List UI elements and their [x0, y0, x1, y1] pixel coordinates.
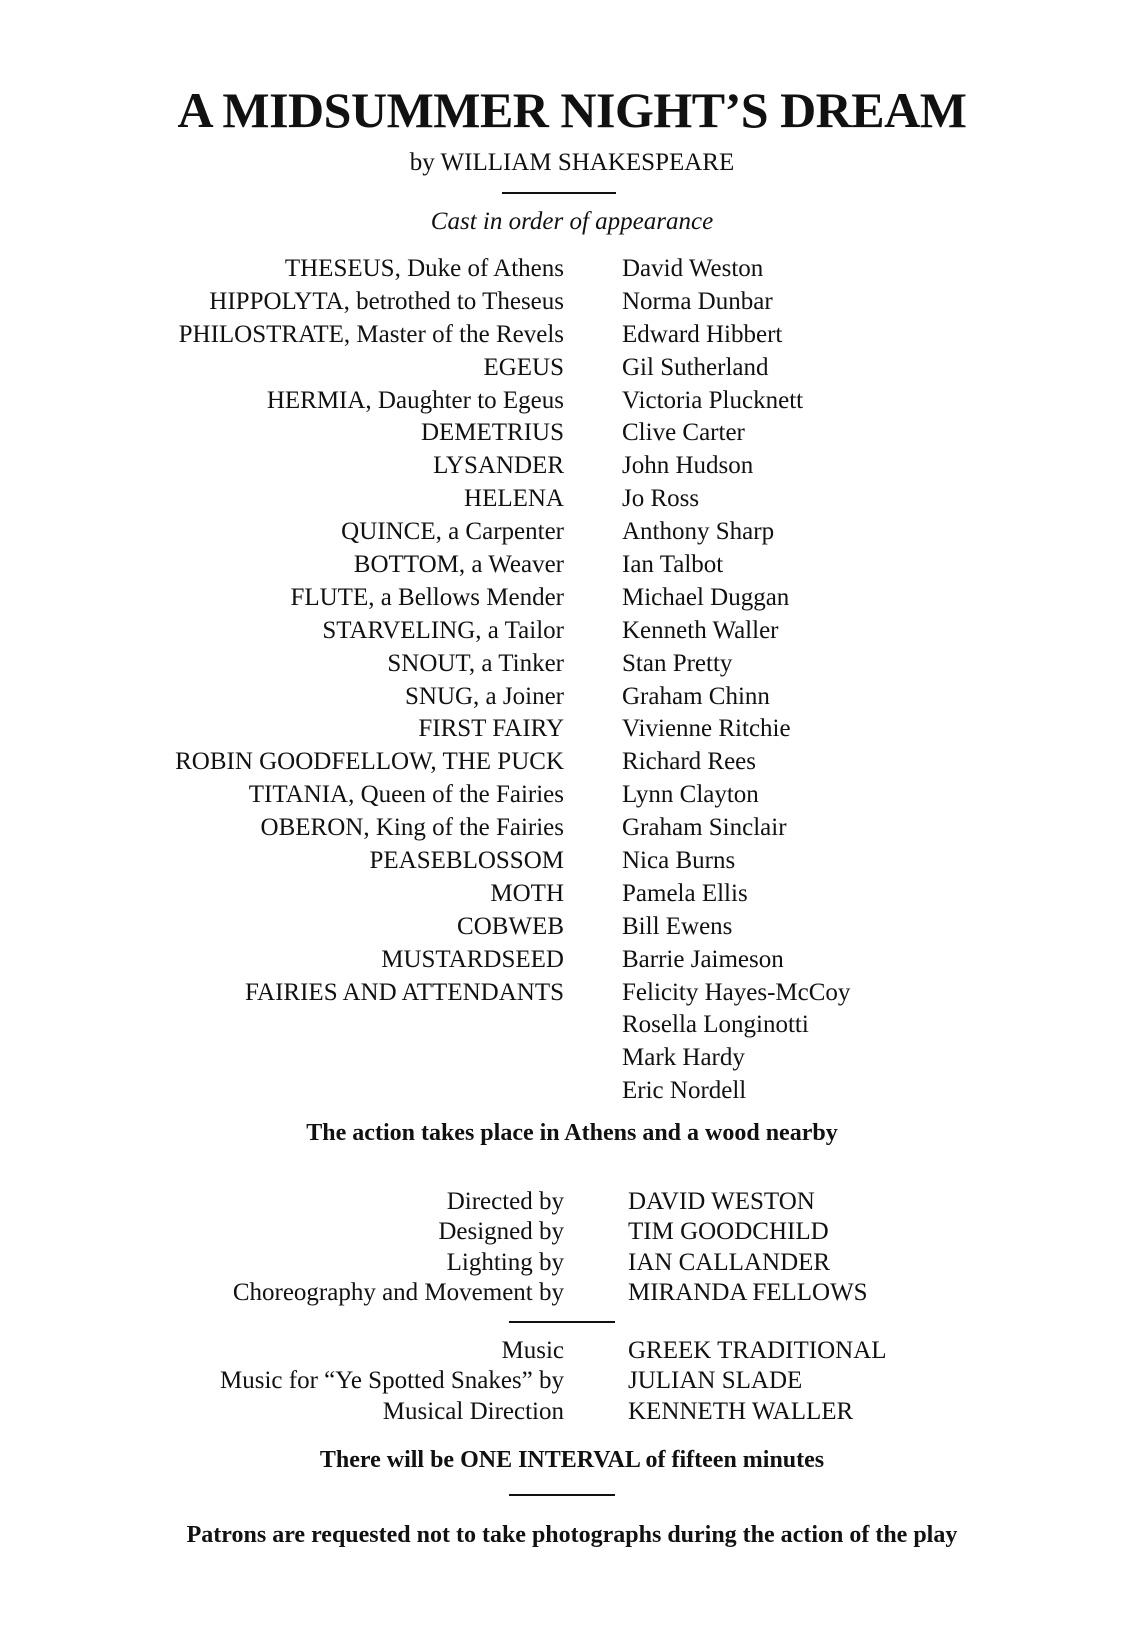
- credit-label: Music: [501, 1337, 564, 1364]
- cast-actor: Mark Hardy: [622, 1044, 745, 1072]
- credit-value: MIRANDA FELLOWS: [628, 1278, 868, 1306]
- cast-actor: Richard Rees: [622, 748, 756, 776]
- cast-row: [0, 516, 1144, 549]
- cast-row: [0, 977, 1144, 1010]
- cast-actor: Vivienne Ritchie: [622, 715, 791, 743]
- credit-value: JULIAN SLADE: [628, 1367, 803, 1395]
- cast-role: FAIRIES AND ATTENDANTS: [245, 978, 564, 1006]
- cast-actor: Norma Dunbar: [622, 287, 773, 315]
- divider-rule-middle: [509, 1321, 615, 1323]
- cast-role: OBERON, King of the Fairies: [260, 814, 564, 842]
- cast-row: [0, 878, 1144, 911]
- cast-list: [0, 253, 1144, 1108]
- cast-actor: Nica Burns: [622, 847, 736, 875]
- cast-actor: Graham Chinn: [622, 682, 770, 710]
- cast-role: DEMETRIUS: [420, 419, 564, 447]
- cast-role: TITANIA, Queen of the Fairies: [248, 781, 564, 809]
- cast-role: PHILOSTRATE, Master of the Revels: [178, 320, 564, 348]
- cast-actor: Stan Pretty: [622, 649, 733, 677]
- cast-row: [0, 582, 1144, 615]
- cast-role: SNOUT, a Tinker: [387, 649, 564, 677]
- cast-actor: Rosella Longinotti: [622, 1011, 809, 1039]
- cast-actor: Felicity Hayes-McCoy: [622, 978, 851, 1006]
- credit-label: Choreography and Movement by: [232, 1278, 564, 1306]
- cast-role: STARVELING, a Tailor: [322, 616, 564, 644]
- cast-row: [0, 352, 1144, 385]
- credit-label: Designed by: [438, 1218, 564, 1246]
- cast-role: MOTH: [490, 879, 564, 907]
- cast-actor: David Weston: [622, 255, 764, 282]
- play-title: A MIDSUMMER NIGHT’S DREAM: [177, 82, 967, 138]
- cast-actor: Clive Carter: [622, 419, 745, 447]
- credit-label: Directed by: [446, 1188, 564, 1215]
- cast-role: LYSANDER: [433, 452, 564, 480]
- cast-role: EGEUS: [483, 353, 564, 381]
- credit-value: IAN CALLANDER: [628, 1248, 831, 1276]
- cast-actor: Edward Hibbert: [622, 320, 783, 348]
- cast-row: [0, 1075, 1144, 1108]
- cast-role: THESEUS, Duke of Athens: [284, 255, 564, 282]
- cast-role: FIRST FAIRY: [418, 715, 564, 743]
- cast-row: [0, 779, 1144, 812]
- cast-row: [0, 681, 1144, 714]
- cast-row: [0, 746, 1144, 779]
- photography-notice: Patrons are requested not to take photographs during the action of the play: [186, 1522, 958, 1548]
- credit-value: KENNETH WALLER: [628, 1397, 854, 1425]
- cast-row: [0, 845, 1144, 878]
- author-line: by WILLIAM SHAKESPEARE: [409, 149, 735, 176]
- divider-rule-top: [502, 192, 616, 194]
- cast-actor: Michael Duggan: [622, 583, 790, 611]
- cast-row: [0, 615, 1144, 648]
- cast-actor: Eric Nordell: [622, 1077, 747, 1105]
- credit-value: DAVID WESTON: [628, 1188, 815, 1215]
- credit-row: [0, 1366, 1144, 1396]
- cast-role: BOTTOM, a Weaver: [353, 551, 564, 579]
- cast-role: MUSTARDSEED: [381, 945, 564, 973]
- cast-role: HIPPOLYTA, betrothed to Theseus: [209, 287, 564, 315]
- cast-actor: Pamela Ellis: [622, 879, 748, 907]
- cast-actor: Lynn Clayton: [622, 781, 759, 809]
- cast-actor: Jo Ross: [622, 485, 700, 513]
- cast-row: [0, 253, 1144, 286]
- cast-row: [0, 812, 1144, 845]
- cast-row: [0, 319, 1144, 352]
- cast-role: ROBIN GOODFELLOW, THE PUCK: [175, 748, 564, 776]
- cast-row: [0, 450, 1144, 483]
- cast-row: [0, 1042, 1144, 1075]
- cast-row: [0, 417, 1144, 450]
- cast-actor: John Hudson: [622, 452, 754, 480]
- credit-row: [0, 1278, 1144, 1308]
- cast-actor: Ian Talbot: [622, 551, 724, 579]
- cast-role: SNUG, a Joiner: [404, 682, 564, 710]
- cast-row: [0, 286, 1144, 319]
- cast-actor: Gil Sutherland: [622, 353, 769, 381]
- cast-actor: Anthony Sharp: [622, 518, 775, 546]
- cast-row: [0, 944, 1144, 977]
- cast-row: [0, 911, 1144, 944]
- credit-row: [0, 1336, 1144, 1366]
- cast-role: FLUTE, a Bellows Mender: [290, 583, 564, 611]
- credit-row: [0, 1248, 1144, 1278]
- production-credits: [0, 1187, 1144, 1308]
- divider-rule-bottom: [509, 1494, 615, 1496]
- cast-heading: Cast in order of appearance: [430, 208, 714, 235]
- credit-value: TIM GOODCHILD: [628, 1218, 829, 1246]
- cast-actor: Bill Ewens: [622, 912, 733, 940]
- cast-actor: Graham Sinclair: [622, 814, 787, 842]
- cast-row: [0, 1009, 1144, 1042]
- credit-value: GREEK TRADITIONAL: [628, 1337, 887, 1364]
- credit-label: Lighting by: [446, 1248, 564, 1276]
- cast-role: HELENA: [464, 485, 564, 513]
- cast-row: [0, 648, 1144, 681]
- cast-role: COBWEB: [457, 912, 564, 940]
- cast-role: HERMIA, Daughter to Egeus: [266, 386, 564, 414]
- cast-role: PEASEBLOSSOM: [369, 847, 564, 875]
- cast-actor: Victoria Plucknett: [622, 386, 804, 414]
- cast-row: [0, 385, 1144, 418]
- credit-label: Music for “Ye Spotted Snakes” by: [220, 1367, 564, 1395]
- cast-actor: Kenneth Waller: [622, 616, 779, 644]
- credit-label: Musical Direction: [382, 1397, 564, 1425]
- cast-row: [0, 549, 1144, 582]
- cast-row: [0, 483, 1144, 516]
- cast-role: QUINCE, a Carpenter: [341, 518, 564, 546]
- setting-line: The action takes place in Athens and a wood nearby: [306, 1120, 838, 1146]
- music-credits: [0, 1336, 1144, 1427]
- credit-row: [0, 1397, 1144, 1427]
- interval-notice: There will be ONE INTERVAL of fifteen minutes: [319, 1447, 825, 1473]
- credit-row: [0, 1217, 1144, 1247]
- credit-row: [0, 1187, 1144, 1217]
- cast-actor: Barrie Jaimeson: [622, 945, 784, 973]
- cast-row: [0, 713, 1144, 746]
